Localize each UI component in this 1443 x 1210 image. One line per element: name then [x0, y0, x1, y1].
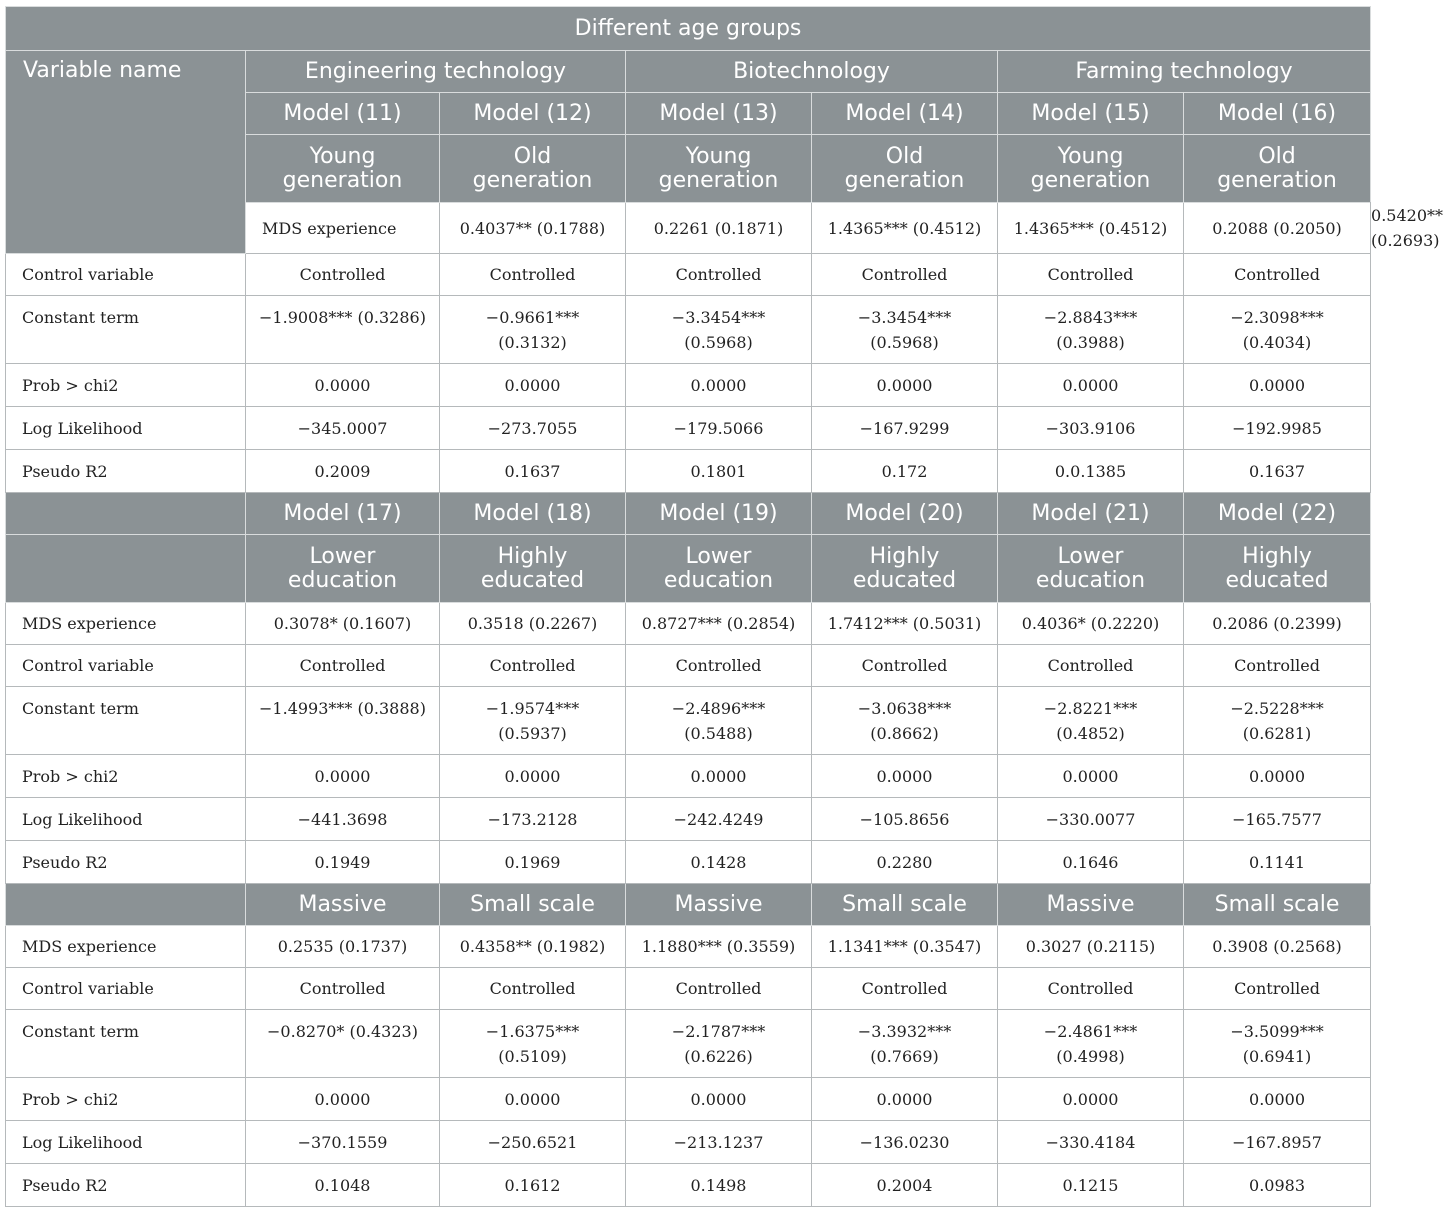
cell-constant — [998, 687, 1184, 755]
cell-constant-line-2: (0.5937) — [498, 724, 567, 743]
cell-constant-line-1: −2.8221*** — [1043, 699, 1138, 718]
cell-loglik: −330.0077 — [998, 798, 1184, 841]
cell-constant — [246, 1010, 440, 1078]
cell-prob: 0.0000 — [812, 1078, 998, 1121]
education-header-cell-line-2: educated — [852, 567, 957, 593]
block-a-row-prob — [6, 364, 1371, 407]
model-header-b-cell: Model (21) — [998, 493, 1184, 535]
cell-control: Controlled — [626, 645, 812, 687]
block-c-row-constant — [6, 1010, 1371, 1078]
cell-prob: 0.0000 — [440, 1078, 626, 1121]
cell-loglik: −250.6521 — [440, 1121, 626, 1164]
cell-constant-line-2: (0.6226) — [684, 1047, 753, 1066]
block-b-row-constant — [6, 687, 1371, 755]
cell-prob: 0.0000 — [246, 1078, 440, 1121]
row-label-prob: Prob > chi2 — [6, 364, 246, 407]
model-header-b-cell: Model (17) — [246, 493, 440, 535]
model-header-b-cell: Model (19) — [626, 493, 812, 535]
cell-r2: 0.1498 — [626, 1164, 812, 1207]
cell-constant-line-1: −2.5228*** — [1230, 699, 1324, 718]
cell-control: Controlled — [440, 254, 626, 296]
cell-r2: 0.1969 — [440, 841, 626, 884]
cell-r2: 0.2004 — [812, 1164, 998, 1207]
cell-mds: 0.2261 (0.1871) — [626, 203, 812, 254]
row-label-prob: Prob > chi2 — [6, 1078, 246, 1121]
generation-header-cell-line-2: generation — [472, 167, 593, 193]
cell-constant — [246, 296, 440, 364]
education-header-cell — [1184, 535, 1371, 603]
cell-constant — [626, 687, 812, 755]
cell-constant — [246, 687, 440, 755]
education-header-label — [6, 535, 246, 603]
cell-constant-line-2: (0.8662) — [870, 724, 939, 743]
cell-constant-line-1: −3.3454*** — [857, 308, 952, 327]
cell-r2: 0.0.1385 — [998, 450, 1184, 493]
cell-r2: 0.1637 — [1184, 450, 1371, 493]
block-c-row-control — [6, 968, 1371, 1010]
education-header-cell-line-1: Lower — [309, 543, 376, 569]
cell-control: Controlled — [998, 645, 1184, 687]
cell-constant — [1184, 1010, 1371, 1078]
block-a-row-control — [6, 254, 1371, 296]
cell-constant-line-2: (0.5488) — [684, 724, 753, 743]
cell-constant-line-1: −1.6375*** — [485, 1022, 580, 1041]
model-header-b-label — [6, 493, 246, 535]
row-label-control: Control variable — [6, 645, 246, 687]
cell-control: Controlled — [812, 254, 998, 296]
cell-mds: 0.2086 (0.2399) — [1184, 603, 1371, 645]
cell-loglik: −370.1559 — [246, 1121, 440, 1164]
cell-prob: 0.0000 — [246, 364, 440, 407]
cell-prob: 0.0000 — [246, 755, 440, 798]
cell-mds: 1.1880*** (0.3559) — [626, 926, 812, 968]
block-c-row-prob — [6, 1078, 1371, 1121]
model-header-b-cell: Model (18) — [440, 493, 626, 535]
cell-constant-line-2: (0.4852) — [1056, 724, 1125, 743]
table-body — [6, 7, 1443, 1207]
row-label-r2: Pseudo R2 — [6, 450, 246, 493]
cell-constant-line-1: −2.4861*** — [1043, 1022, 1138, 1041]
row-label-prob: Prob > chi2 — [6, 755, 246, 798]
block-b-row-r2 — [6, 841, 1371, 884]
cell-loglik: −105.8656 — [812, 798, 998, 841]
cell-constant-line-2: (0.6941) — [1242, 1047, 1312, 1066]
cell-r2: 0.1949 — [246, 841, 440, 884]
cell-constant — [626, 296, 812, 364]
block-c-row-loglik — [6, 1121, 1371, 1164]
generation-header-cell — [1184, 135, 1371, 203]
cell-mds: 1.4365*** (0.4512) — [812, 203, 998, 254]
row-label-mds: MDS experience — [6, 603, 246, 645]
education-header-cell — [246, 535, 440, 603]
cell-constant-line-1: −2.8843*** — [1043, 308, 1138, 327]
row-label-control: Control variable — [6, 254, 246, 296]
cell-mds: 0.3518 (0.2267) — [440, 603, 626, 645]
cell-loglik: −192.9985 — [1184, 407, 1371, 450]
cell-loglik: −273.7055 — [440, 407, 626, 450]
cell-mds: 0.2535 (0.1737) — [246, 926, 440, 968]
cell-control: Controlled — [626, 968, 812, 1010]
model-header-b-cell: Model (22) — [1184, 493, 1371, 535]
generation-header-cell-line-2: generation — [1030, 167, 1151, 193]
scale-header-cell: Small scale — [1184, 884, 1371, 926]
table-title: Different age groups — [6, 7, 1371, 51]
cell-constant-line-1: −3.3454*** — [671, 308, 766, 327]
cell-constant-line-1: −1.9574*** — [485, 699, 580, 718]
cell-control: Controlled — [626, 254, 812, 296]
generation-header-cell-line-2: generation — [282, 167, 403, 193]
model-header-a-cell: Model (16) — [1184, 93, 1371, 135]
generation-header-cell — [626, 135, 812, 203]
group-header-engineering: Engineering technology — [246, 51, 626, 93]
cell-constant-line-1: −0.8270* (0.4323) — [267, 1022, 418, 1041]
cell-control: Controlled — [998, 254, 1184, 296]
block-b-row-mds — [6, 603, 1371, 645]
cell-mds: 0.3027 (0.2115) — [998, 926, 1184, 968]
cell-constant — [998, 296, 1184, 364]
scale-header-cell: Massive — [246, 884, 440, 926]
education-header-cell-line-1: Highly — [497, 543, 568, 569]
generation-header-cell-line-1: Young — [1057, 143, 1124, 169]
cell-loglik: −167.8957 — [1184, 1121, 1371, 1164]
generation-header-cell — [440, 135, 626, 203]
scale-header-label — [6, 884, 246, 926]
cell-prob: 0.0000 — [998, 755, 1184, 798]
cell-r2: 0.1646 — [998, 841, 1184, 884]
cell-constant-line-1: −2.3098*** — [1230, 308, 1324, 327]
table-title-row — [6, 7, 1371, 51]
block-b-row-prob — [6, 755, 1371, 798]
education-header-cell — [440, 535, 626, 603]
cell-loglik: −165.7577 — [1184, 798, 1371, 841]
cell-control: Controlled — [246, 968, 440, 1010]
cell-constant-line-2: (0.5968) — [684, 333, 753, 352]
cell-prob: 0.0000 — [1184, 364, 1371, 407]
education-header-cell-line-1: Lower — [685, 543, 752, 569]
cell-mds: 1.4365*** (0.4512) — [998, 203, 1184, 254]
cell-loglik: −136.0230 — [812, 1121, 998, 1164]
education-header-cell-line-2: education — [663, 567, 774, 593]
block-a-row-loglik — [6, 407, 1371, 450]
generation-header-cell-line-2: generation — [844, 167, 965, 193]
row-label-constant: Constant term — [6, 1010, 246, 1078]
cell-constant-line-1: −1.9008*** (0.3286) — [259, 308, 426, 327]
scale-header-cell: Massive — [626, 884, 812, 926]
model-header-a-cell: Model (13) — [626, 93, 812, 135]
cell-constant-line-1: −2.4896*** — [671, 699, 766, 718]
cell-prob: 0.0000 — [440, 364, 626, 407]
generation-header-cell-line-2: generation — [658, 167, 779, 193]
row-label-constant: Constant term — [6, 296, 246, 364]
cell-constant — [626, 1010, 812, 1078]
generation-header-cell — [812, 135, 998, 203]
cell-loglik: −167.9299 — [812, 407, 998, 450]
cell-r2: 0.1048 — [246, 1164, 440, 1207]
education-header-cell-line-2: education — [287, 567, 398, 593]
block-b-row-loglik — [6, 798, 1371, 841]
cell-constant-line-1: −3.5099*** — [1230, 1022, 1324, 1041]
cell-constant-line-1: −2.1787*** — [671, 1022, 766, 1041]
cell-control: Controlled — [246, 254, 440, 296]
cell-mds: 0.2088 (0.2050) — [1184, 203, 1371, 254]
cell-mds: 0.4036* (0.2220) — [998, 603, 1184, 645]
cell-prob: 0.0000 — [812, 755, 998, 798]
education-header-cell-line-1: Lower — [1057, 543, 1124, 569]
cell-control: Controlled — [440, 645, 626, 687]
row-label-mds: MDS experience — [246, 203, 440, 254]
cell-loglik: −179.5066 — [626, 407, 812, 450]
group-header-row — [6, 51, 1371, 93]
cell-constant-line-2: (0.3132) — [498, 333, 567, 352]
variable-name-header: Variable name — [6, 51, 246, 254]
cell-constant-line-1: −3.3932*** — [857, 1022, 952, 1041]
cell-control: Controlled — [998, 968, 1184, 1010]
cell-r2: 0.1215 — [998, 1164, 1184, 1207]
row-label-mds: MDS experience — [6, 926, 246, 968]
generation-header-cell-line-1: Old — [1258, 143, 1296, 169]
cell-constant — [440, 296, 626, 364]
cell-mds: 1.7412*** (0.5031) — [812, 603, 998, 645]
cell-r2: 0.1637 — [440, 450, 626, 493]
cell-constant-line-2: (0.5109) — [498, 1047, 567, 1066]
row-label-control: Control variable — [6, 968, 246, 1010]
cell-constant — [812, 296, 998, 364]
cell-r2: 0.1141 — [1184, 841, 1371, 884]
cell-mds: 0.4037** (0.1788) — [440, 203, 626, 254]
cell-r2: 0.2009 — [246, 450, 440, 493]
cell-prob: 0.0000 — [998, 1078, 1184, 1121]
block-a-row-r2 — [6, 450, 1371, 493]
model-header-b-cell: Model (20) — [812, 493, 998, 535]
model-header-a-cell: Model (12) — [440, 93, 626, 135]
cell-mds: 0.8727*** (0.2854) — [626, 603, 812, 645]
cell-control: Controlled — [1184, 254, 1371, 296]
cell-control: Controlled — [440, 968, 626, 1010]
cell-prob: 0.0000 — [626, 1078, 812, 1121]
cell-control: Controlled — [812, 645, 998, 687]
cell-prob: 0.0000 — [626, 364, 812, 407]
education-header-cell — [812, 535, 998, 603]
education-header-cell — [998, 535, 1184, 603]
row-label-loglik: Log Likelihood — [6, 798, 246, 841]
cell-control: Controlled — [812, 968, 998, 1010]
cell-constant — [440, 1010, 626, 1078]
model-header-b — [6, 493, 1371, 535]
cell-r2: 0.2280 — [812, 841, 998, 884]
cell-control: Controlled — [246, 645, 440, 687]
cell-mds: 0.4358** (0.1982) — [440, 926, 626, 968]
cell-constant — [1184, 296, 1371, 364]
cell-mds: 1.1341*** (0.3547) — [812, 926, 998, 968]
row-label-r2: Pseudo R2 — [6, 1164, 246, 1207]
row-label-r2: Pseudo R2 — [6, 841, 246, 884]
education-header-cell-line-1: Highly — [869, 543, 940, 569]
cell-r2: 0.0983 — [1184, 1164, 1371, 1207]
education-header — [6, 535, 1371, 603]
block-a-row-constant — [6, 296, 1371, 364]
cell-constant — [1184, 687, 1371, 755]
cell-r2: 0.1612 — [440, 1164, 626, 1207]
cell-loglik: −242.4249 — [626, 798, 812, 841]
cell-constant-line-2: (0.4034) — [1242, 333, 1312, 352]
generation-header-cell-line-1: Old — [885, 143, 924, 169]
education-header-cell-line-2: education — [1035, 567, 1146, 593]
cell-prob: 0.0000 — [1184, 755, 1371, 798]
cell-mds: 0.3908 (0.2568) — [1184, 926, 1371, 968]
scale-header-cell: Massive — [998, 884, 1184, 926]
cell-r2: 0.172 — [812, 450, 998, 493]
cell-constant-line-2: (0.7669) — [870, 1047, 939, 1066]
group-header-farming: Farming technology — [998, 51, 1371, 93]
block-b-row-control — [6, 645, 1371, 687]
cell-prob: 0.0000 — [998, 364, 1184, 407]
cell-r2: 0.1801 — [626, 450, 812, 493]
education-header-cell-line-2: educated — [1225, 567, 1329, 593]
cell-loglik: −330.4184 — [998, 1121, 1184, 1164]
cell-constant-line-2: (0.5968) — [870, 333, 939, 352]
cell-constant — [440, 687, 626, 755]
generation-header-cell — [246, 135, 440, 203]
model-header-a-cell: Model (11) — [246, 93, 440, 135]
block-c-row-r2 — [6, 1164, 1371, 1207]
group-header-biotechnology: Biotechnology — [626, 51, 998, 93]
cell-control: Controlled — [1184, 968, 1371, 1010]
scale-header-cell: Small scale — [440, 884, 626, 926]
cell-prob: 0.0000 — [626, 755, 812, 798]
education-header-cell-line-1: Highly — [1242, 543, 1312, 569]
row-label-loglik: Log Likelihood — [6, 407, 246, 450]
cell-constant-line-1: −1.4993*** (0.3888) — [259, 699, 426, 718]
cell-loglik: −213.1237 — [626, 1121, 812, 1164]
cell-prob: 0.0000 — [440, 755, 626, 798]
cell-prob: 0.0000 — [812, 364, 998, 407]
model-header-a-cell: Model (15) — [998, 93, 1184, 135]
education-header-cell — [626, 535, 812, 603]
block-c-row-mds — [6, 926, 1371, 968]
cell-constant — [812, 687, 998, 755]
cell-loglik: −441.3698 — [246, 798, 440, 841]
cell-constant — [998, 1010, 1184, 1078]
cell-mds: 0.3078* (0.1607) — [246, 603, 440, 645]
cell-constant-line-2: (0.3988) — [1056, 333, 1125, 352]
model-header-a-cell: Model (14) — [812, 93, 998, 135]
cell-loglik: −173.2128 — [440, 798, 626, 841]
cell-constant-line-1: −3.0638*** — [857, 699, 952, 718]
cell-control: Controlled — [1184, 645, 1371, 687]
row-label-loglik: Log Likelihood — [6, 1121, 246, 1164]
scale-header — [6, 884, 1371, 926]
generation-header-cell-line-1: Young — [685, 143, 752, 169]
cell-constant-line-2: (0.6281) — [1242, 724, 1312, 743]
cell-prob: 0.0000 — [1184, 1078, 1371, 1121]
scale-header-cell: Small scale — [812, 884, 998, 926]
cell-constant — [812, 1010, 998, 1078]
generation-header-cell-line-2: generation — [1217, 167, 1337, 193]
cell-constant-line-1: −0.9661*** — [485, 308, 580, 327]
block-a-row-mds: MDS experience 0.4037** (0.1788) 0.2261 (0.1871) 1.4365*** (0.4512) 1.4365*** (0.4512) 0.2088 (0.2050) 0.5420** (0.2693) — [6, 203, 1371, 254]
cell-loglik: −345.0007 — [246, 407, 440, 450]
row-label-constant: Constant term — [6, 687, 246, 755]
generation-header-cell-line-1: Old — [513, 143, 552, 169]
cell-constant-line-2: (0.4998) — [1056, 1047, 1125, 1066]
generation-header-cell-line-1: Young — [309, 143, 376, 169]
cell-r2: 0.1428 — [626, 841, 812, 884]
cell-loglik: −303.9106 — [998, 407, 1184, 450]
regression-results-table — [5, 6, 1443, 1207]
education-header-cell-line-2: educated — [480, 567, 585, 593]
generation-header-cell — [998, 135, 1184, 203]
